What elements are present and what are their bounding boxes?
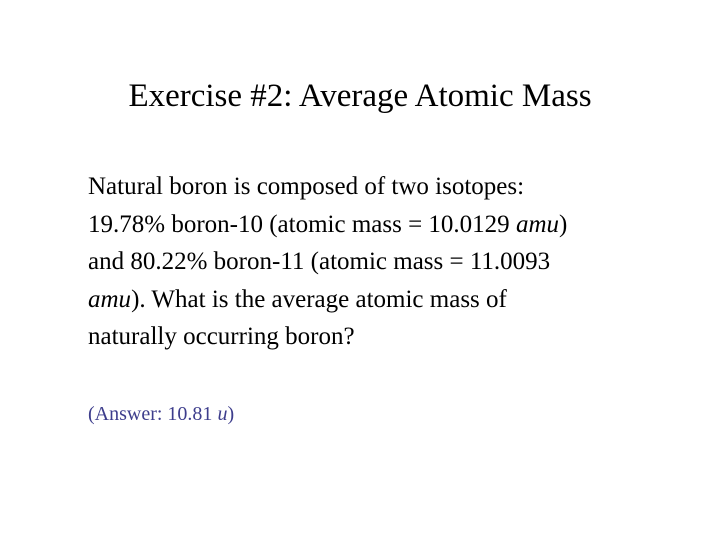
problem-line-4-text: ). What is the average atomic mass of	[131, 285, 507, 313]
problem-line-2-text: 19.78% boron-10 (atomic mass = 10.0129	[88, 210, 516, 238]
problem-line-1: Natural boron is composed of two isotopes:	[88, 173, 525, 200]
problem-line-4	[88, 281, 708, 319]
answer-unit: u	[217, 403, 228, 425]
problem-line-2	[88, 206, 708, 244]
problem-line-2-close: )	[559, 210, 568, 238]
amu-unit: amu	[88, 285, 132, 313]
answer-text	[88, 400, 234, 428]
amu-unit: amu	[515, 210, 559, 238]
answer-prefix: (Answer: 10.81	[88, 403, 218, 425]
problem-line-3: and 80.22% boron-11 (atomic mass = 11.0093	[88, 248, 551, 275]
answer-suffix: )	[227, 403, 235, 425]
slide-title: Exercise #2: Average Atomic Mass	[128, 78, 592, 114]
problem-line-5: naturally occurring boron?	[88, 323, 355, 350]
problem-text	[88, 168, 708, 356]
